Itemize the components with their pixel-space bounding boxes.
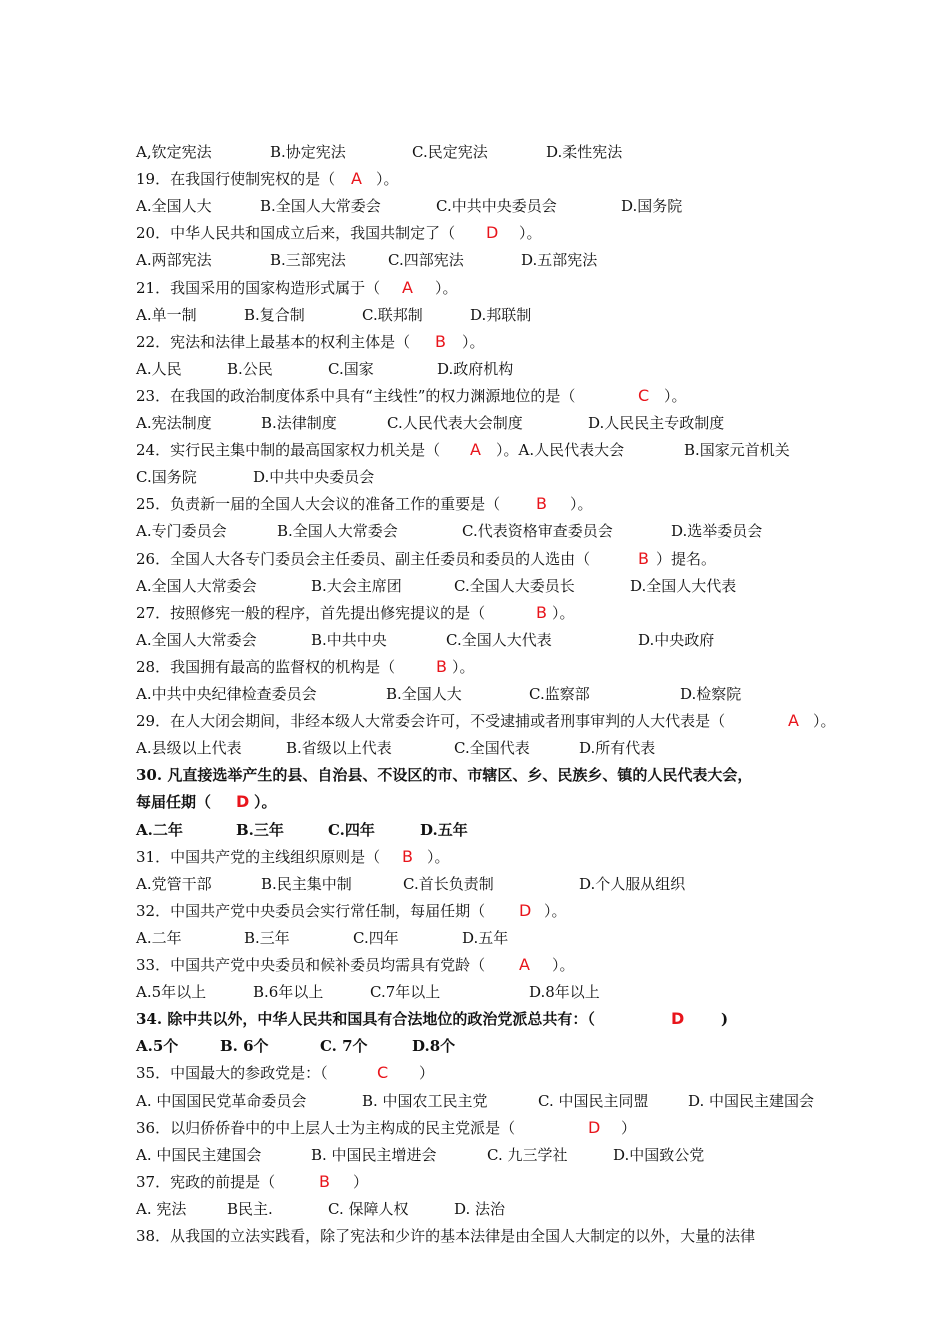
text-segment: ） [353, 1172, 369, 1191]
text-segment: ）。 [452, 657, 475, 676]
answer-mark: A [402, 277, 413, 297]
text-segment: 19．在我国行使制宪权的是（ [136, 170, 336, 189]
text-segment: B.全国人大 [386, 685, 462, 703]
text-segment: C.全国代表 [454, 739, 530, 758]
text-segment: C.联邦制 [362, 305, 423, 324]
answer-mark: C [638, 385, 650, 405]
answer-mark: B [319, 1171, 330, 1191]
text-segment: B.省级以上代表 [286, 739, 392, 758]
answer-mark: A [351, 169, 362, 189]
text-segment: 29．在人大闭会期间，非经本级人大常委会许可，不受逮捕或者刑事审判的人大代表是（ [136, 712, 726, 731]
text-segment: B.三部宪法 [270, 251, 346, 270]
text-segment: B.民主集中制 [261, 874, 352, 893]
answer-mark: B [638, 548, 649, 568]
text-segment: D.人民民主专政制度 [588, 414, 725, 432]
text-segment: D.五部宪法 [521, 251, 598, 270]
text-segment: C.国家 [328, 359, 374, 378]
text-segment: A.两部宪法 [136, 251, 212, 270]
text-segment: C.全国人大代表 [446, 630, 552, 649]
text-segment: D.全国人大代表 [630, 576, 737, 595]
text-segment: B. 中国民主增进会 [311, 1145, 437, 1164]
text-segment: ）。 [254, 793, 277, 812]
text-segment: D.所有代表 [579, 739, 656, 758]
text-segment: 36．以归侨侨眷中的中上层人士为主构成的民主党派是（ [136, 1118, 516, 1137]
text-segment: A. 宪法 [136, 1199, 187, 1218]
answer-mark: D [236, 792, 250, 812]
text-segment: D.中国致公党 [613, 1145, 705, 1164]
answer-mark: B [536, 602, 547, 622]
text-segment: 22．宪法和法律上最基本的权利主体是（ [136, 332, 411, 351]
answer-mark: B [435, 331, 446, 351]
text-segment: B.协定宪法 [270, 143, 346, 161]
text-segment: 31．中国共产党的主线组织原则是（ [136, 847, 381, 866]
text-segment: A.5年以上 [136, 983, 207, 1002]
text-segment: A.党管干部 [136, 874, 212, 893]
text-segment: C.7年以上 [370, 983, 441, 1002]
text-segment: B.三年 [244, 928, 290, 947]
text-segment: B.三年 [236, 820, 284, 839]
text-segment: 34. 除中共以外，中华人民共和国具有合法地位的政治党派总共有：（ [136, 1010, 595, 1029]
answer-mark: A [788, 711, 799, 731]
text-segment: C. 中国民主同盟 [538, 1091, 649, 1110]
text-segment: C.国务院 [136, 468, 197, 487]
text-segment: B.全国人大常委会 [277, 522, 398, 541]
answer-mark: C [377, 1063, 389, 1083]
text-segment: D.中共中央委员会 [253, 468, 375, 487]
text-segment: B.中共中央 [311, 630, 387, 649]
text-segment: C.全国人大委员长 [454, 576, 575, 595]
text-segment: 26．全国人大各专门委员会主任委员、副主任委员和委员的人选由（ [136, 549, 591, 568]
text-segment: ）。 [552, 603, 575, 622]
text-segment: ）提名。 [656, 549, 717, 568]
text-segment: D.政府机构 [437, 359, 514, 378]
answer-mark: B [536, 494, 547, 514]
text-segment: 28．我国拥有最高的监督权的机构是（ [136, 657, 396, 676]
text-segment: A.二年 [136, 820, 183, 839]
text-segment: 32．中国共产党中央委员会实行常任制，每届任期（ [136, 901, 486, 920]
text-segment: D.8个 [412, 1037, 456, 1056]
text-segment: B.公民 [227, 359, 273, 378]
text-segment: C.人民代表大会制度 [387, 414, 523, 432]
text-segment: A. 中国民主建国会 [136, 1145, 262, 1164]
answer-mark: B [436, 656, 447, 676]
text-segment: ） [419, 1064, 435, 1083]
text-segment: 20．中华人民共和国成立后来，我国共制定了（ [136, 224, 456, 243]
text-segment: 27．按照修宪一般的程序，首先提出修宪提议的是（ [136, 603, 486, 622]
text-segment: ）。 [544, 901, 567, 920]
text-segment: D. 法治 [454, 1199, 506, 1218]
text-segment: 23．在我国的政治制度体系中具有“主线性”的权力渊源地位的是（ [136, 386, 576, 405]
text-segment: B.复合制 [244, 305, 305, 324]
text-segment: D.选举委员会 [671, 522, 763, 541]
text-segment: A.县级以上代表 [136, 739, 242, 758]
text-segment: C.四年 [328, 820, 375, 839]
text-segment: D. 中国民主建国会 [688, 1091, 815, 1110]
text-segment: 35．中国最大的参政党是：（ [136, 1064, 328, 1083]
answer-mark: D [588, 1117, 601, 1137]
text-segment: ）。 [435, 278, 458, 297]
text-segment: ）。 [376, 170, 399, 189]
text-segment: B. 中国农工民主党 [362, 1091, 488, 1110]
text-segment: ）。 [664, 386, 687, 405]
text-segment: A.宪法制度 [136, 414, 212, 432]
text-segment: ）。A.人民代表大会 [496, 441, 625, 460]
text-segment: D.五年 [462, 928, 509, 947]
text-segment: D.国务院 [621, 197, 683, 216]
answer-mark: D [486, 223, 499, 243]
text-segment: B.法律制度 [261, 414, 337, 432]
text-segment: D.中央政府 [638, 630, 715, 649]
text-segment: C.代表资格审查委员会 [462, 522, 613, 541]
text-segment: ) [721, 1010, 729, 1029]
answer-mark: B [402, 846, 413, 866]
answer-mark: A [470, 440, 481, 460]
text-segment: ）。 [813, 712, 836, 731]
text-segment: A.全国人大常委会 [136, 576, 257, 595]
answer-mark: D [671, 1009, 685, 1029]
text-segment: C.四年 [353, 928, 399, 947]
text-segment: A.单一制 [136, 305, 197, 324]
text-segment: A.中共中央纪律检查委员会 [136, 685, 317, 703]
text-segment: B.6年以上 [253, 983, 324, 1002]
text-segment: 37．宪政的前提是（ [136, 1172, 276, 1191]
text-segment: A.5个 [136, 1037, 179, 1056]
text-segment: D.邦联制 [470, 305, 532, 324]
text-segment: B.国家元首机关 [684, 441, 790, 460]
text-segment: A.人民 [136, 359, 182, 378]
text-segment: ） [621, 1118, 637, 1137]
text-segment: B.全国人大常委会 [260, 197, 381, 216]
text-segment: C. 7个 [320, 1037, 368, 1056]
text-segment: D.五年 [420, 820, 468, 839]
text-segment: C.中共中央委员会 [436, 197, 557, 216]
text-segment: C.民定宪法 [412, 143, 488, 161]
text-segment: B.大会主席团 [311, 576, 402, 595]
text-segment: D.检察院 [680, 685, 742, 703]
answer-mark: A [519, 955, 530, 974]
text-segment: ）。 [427, 847, 450, 866]
text-segment: A,钦定宪法 [136, 143, 212, 161]
text-segment: C. 九三学社 [487, 1145, 568, 1164]
text-segment: D.个人服从组织 [579, 874, 686, 893]
text-segment: D.柔性宪法 [546, 143, 623, 161]
text-segment: ）。 [519, 224, 542, 243]
text-segment: 33．中国共产党中央委员和候补委员均需具有党龄（ [136, 956, 486, 974]
text-segment: D.8年以上 [529, 983, 600, 1002]
text-segment: A.专门委员会 [136, 522, 227, 541]
text-segment: C.首长负责制 [403, 874, 494, 893]
text-segment: ）。 [570, 495, 593, 514]
text-segment: B. 6个 [220, 1037, 269, 1056]
text-segment: A. 中国国民党革命委员会 [136, 1091, 307, 1110]
text-segment: 24．实行民主集中制的最高国家权力机关是（ [136, 441, 441, 460]
text-segment: A.全国人大常委会 [136, 630, 257, 649]
text-segment: C.监察部 [529, 685, 590, 703]
text-segment: C.四部宪法 [388, 251, 464, 270]
text-segment: A.二年 [136, 928, 182, 947]
text-segment: ）。 [462, 332, 485, 351]
text-segment: 每届任期（ [136, 793, 212, 812]
text-segment: C. 保障人权 [328, 1199, 409, 1218]
answer-mark: D [519, 900, 532, 920]
text-segment: 30. 凡直接选举产生的县、自治县、不设区的市、市辖区、乡、民族乡、镇的人民代表大会， [136, 766, 753, 785]
text-segment: B民主. [227, 1199, 273, 1218]
text-segment: 38．从我国的立法实践看，除了宪法和少许的基本法律是由全国人大制定的以外，大量的法律 [136, 1227, 756, 1245]
text-segment: 25．负责新一届的全国人大会议的准备工作的重要是（ [136, 495, 501, 514]
text-segment: ）。 [552, 956, 575, 974]
text-segment: A.全国人大 [136, 197, 212, 216]
text-segment: 21．我国采用的国家构造形式属于（ [136, 278, 381, 297]
